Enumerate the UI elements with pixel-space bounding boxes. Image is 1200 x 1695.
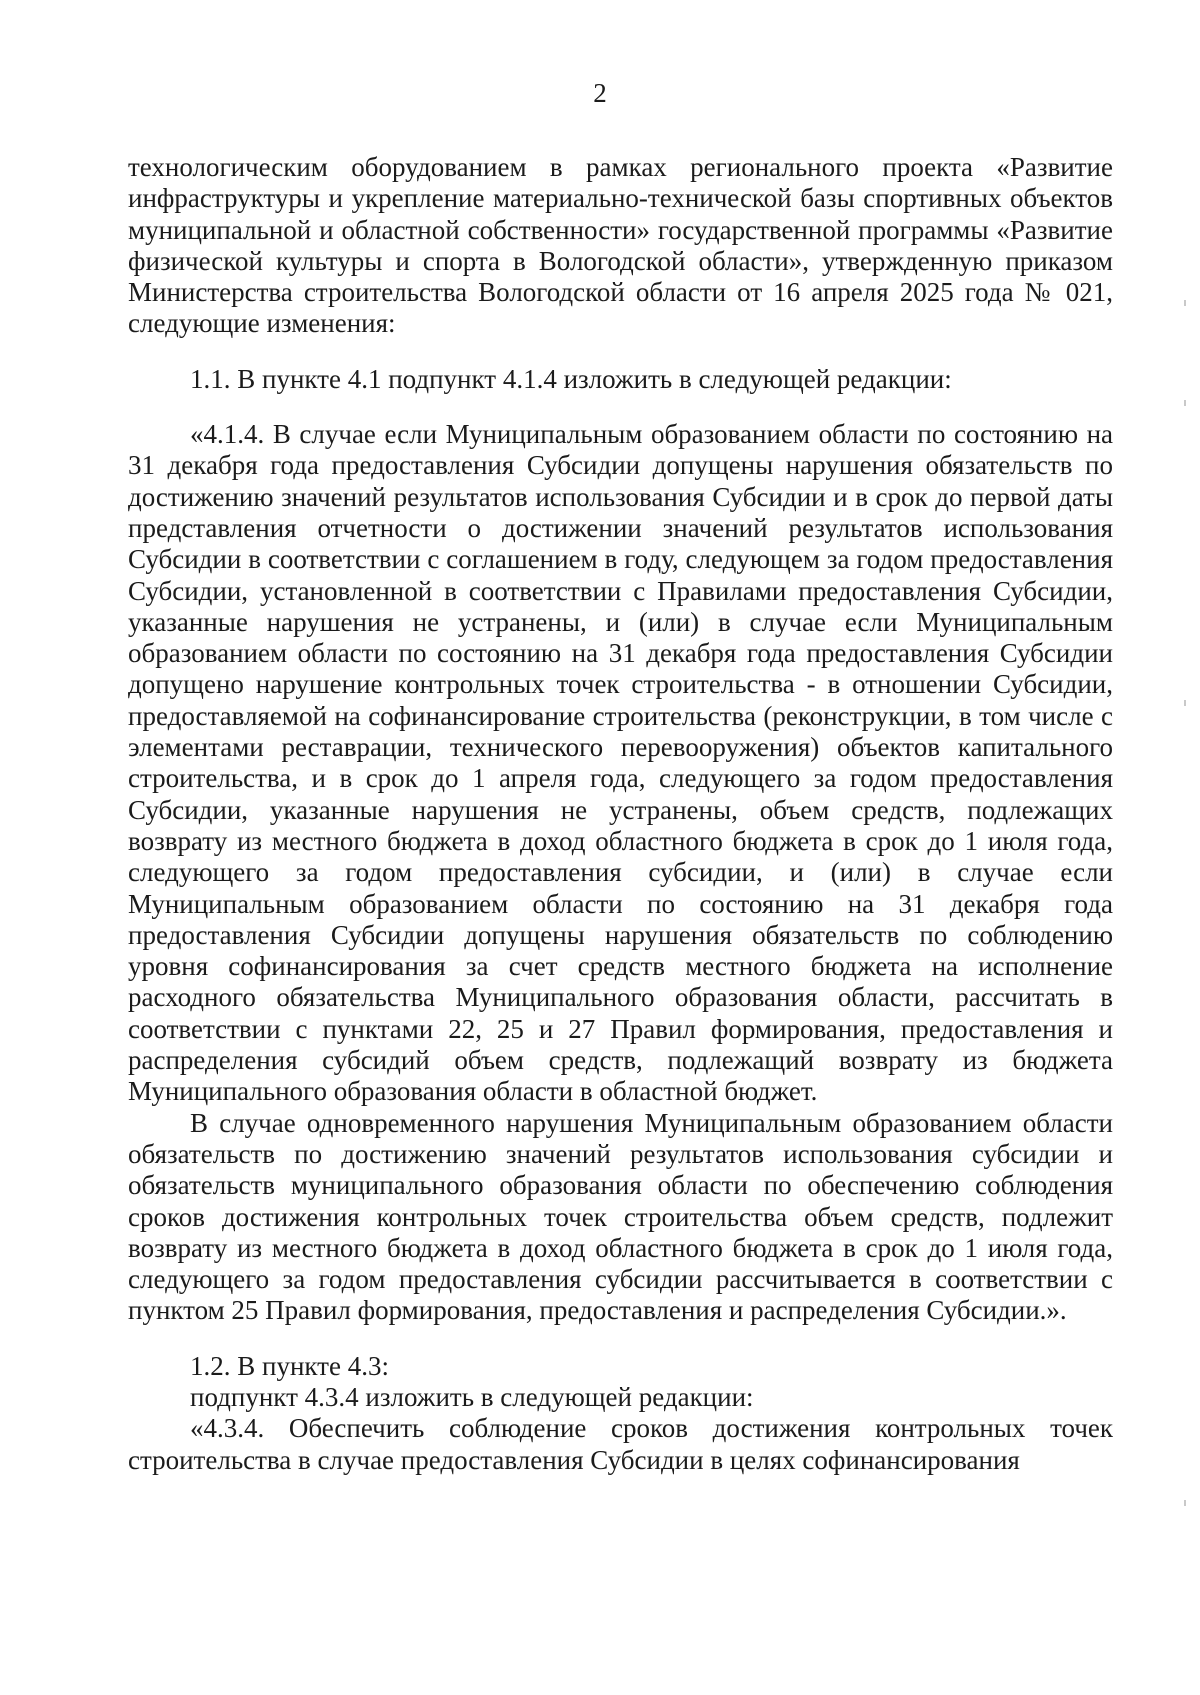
document-body [128,152,1113,1476]
scan-artifact [1184,400,1186,406]
item-1-1-paragraph: 1.1. В пункте 4.1 подпункт 4.1.4 изложить в следующей редакции: [190,363,952,394]
item-4-3-4-paragraph: «4.3.4. Обеспечить соблюдение сроков достижения контрольных точек строительства в случае предоставления Субсидии в целях софинансирования [128,1413,1113,1475]
simultaneous-violation-paragraph: В случае одновременного нарушения Муниципальным образованием области обязательств по достижению значений результатов использования субсидии и обязательств муниципального образования области по обеспечению соблюдения сроков достижения контрольных точек строительства объем средств, подлежит возврату из местного бюджета в доход областного бюджета в срок до 1 июля года, следующего за годом предоставления субсидии рассчитывается в соответствии с пунктом 25 Правил формирования, предоставления и распределения Субсидии.». [128,1107,1113,1326]
item-4-1-4-paragraph: «4.1.4. В случае если Муниципальным образованием области по состоянию на 31 декабря года предоставления Субсидии допущены нарушения обязательств по достижению значений результатов использования Субсидии и в срок до первой даты представления отчетности о достижении значений результатов использования Субсидии в соответствии с соглашением в году, следующем за годом предоставления Субсидии, установленной в соответствии с Правилами предоставления Субсидии, указанные нарушения не устранены, и (или) в случае если Муниципальным образованием области по состоянию на 31 декабря года предоставления Субсидии допущено нарушение контрольных точек строительства - в отношении Субсидии, предоставляемой на софинансирование строительства (реконструкции, в том числе с элементами реставрации, технического перевооружения) объектов капитального строительства, и в срок до 1 апреля года, следующего за годом предоставления Субсидии, указанные нарушения не устранены, объем средств, подлежащих возврату из местного бюджета в доход областного бюджета в срок до 1 июля года, следующего за годом предоставления субсидии, и (или) в случае если Муниципальным образованием области по состоянию на 31 декабря года предоставления Субсидии допущены нарушения обязательств по соблюдению уровня софинансирования за счет средств местного бюджета на исполнение расходного обязательства Муниципального образования области, рассчитать в соответствии с пунктами 22, 25 и 27 Правил формирования, предоставления и распределения субсидий объем средств, подлежащий возврату из бюджета Муниципального образования области в областной бюджет. [128,419,1113,1107]
page-number: 2 [593,78,607,108]
item-1-2-paragraph: 1.2. В пункте 4.3: [190,1350,389,1381]
scan-artifact [1184,1500,1186,1506]
scan-artifact [1184,300,1186,306]
scan-artifact [1184,700,1186,706]
item-4-3-4-intro-paragraph: подпункт 4.3.4 изложить в следующей редакции: [190,1381,754,1412]
intro-paragraph: технологическим оборудованием в рамках регионального проекта «Развитие инфраструктуры и укрепление материально-технической базы спортивных объектов муниципальной и областной собственности» государственной программы «Развитие физической культуры и спорта в Вологодской области», утвержденную приказом Министерства строительства Вологодской области от 16 апреля 2025 года № 021, следующие изменения: [128,152,1113,339]
